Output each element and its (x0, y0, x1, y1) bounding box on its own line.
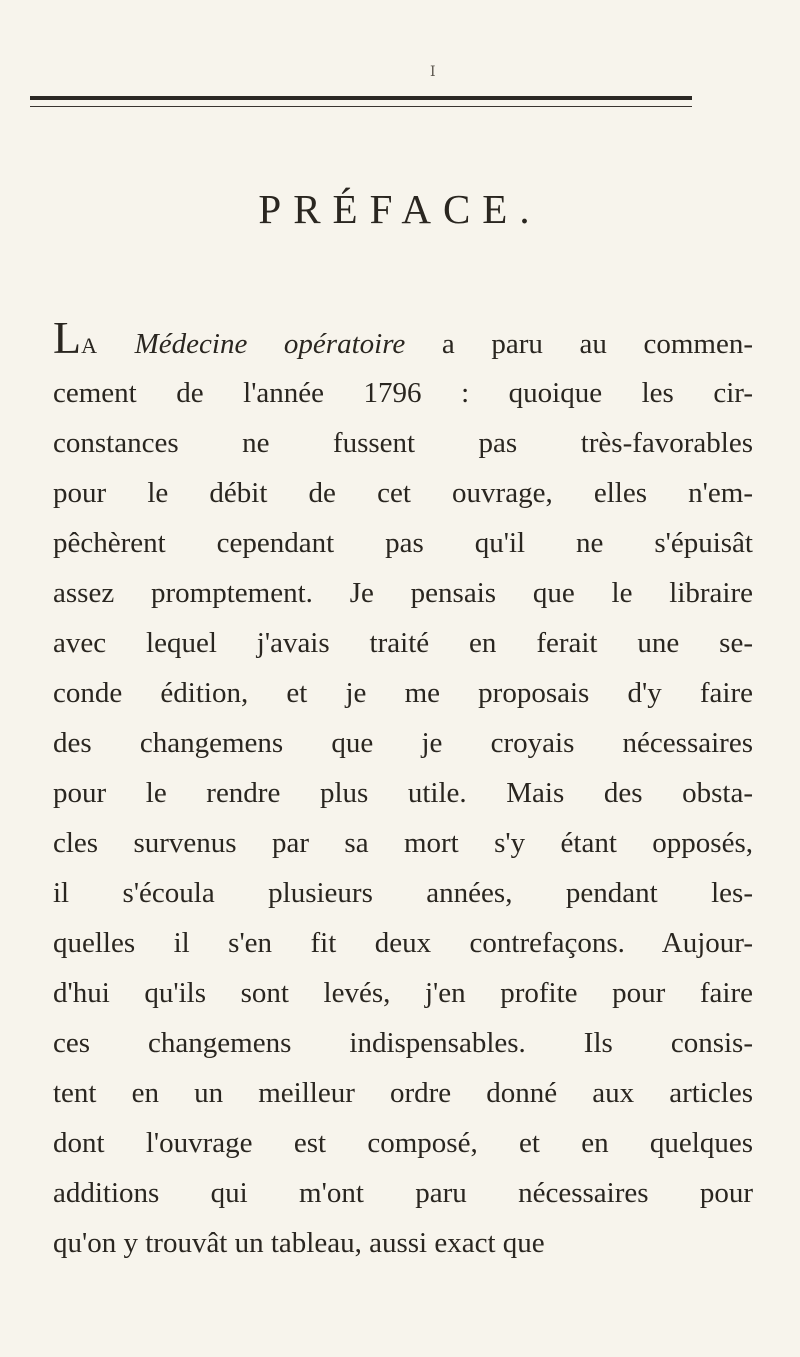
page-title: PRÉFACE. (258, 186, 542, 233)
text-line: il s'écoula plusieurs années, pendant les- (53, 877, 753, 909)
drop-cap: L (53, 312, 82, 363)
preface-text (53, 312, 753, 1268)
text-line: cles survenus par sa mort s'y étant opposés, (53, 827, 753, 859)
text-line: avec lequel j'avais traité en ferait une se- (53, 627, 753, 659)
text-line: cement de l'année 1796 : quoique les cir- (53, 377, 753, 409)
text-line: pêchèrent cependant pas qu'il ne s'épuisât (53, 527, 753, 559)
text-line: tent en un meilleur ordre donné aux articles (53, 1077, 753, 1109)
line-rest: a paru au commen- (441, 328, 753, 360)
text-line: des changemens que je croyais nécessaires (53, 727, 753, 759)
book-title-italic: Médecine opératoire (134, 328, 406, 360)
small-cap: A (81, 333, 98, 358)
header-rule-thin (30, 106, 692, 107)
text-line: qu'on y trouvât un tableau, aussi exact que (53, 1227, 545, 1259)
text-line: additions qui m'ont paru nécessaires pour (53, 1177, 753, 1209)
text-line: conde édition, et je me proposais d'y faire (53, 677, 753, 709)
text-line: pour le débit de cet ouvrage, elles n'em- (53, 477, 753, 509)
text-line: pour le rendre plus utile. Mais des obsta- (53, 777, 753, 809)
text-line: dont l'ouvrage est composé, et en quelques (53, 1127, 753, 1159)
text-line: ces changemens indispensables. Ils consis- (53, 1027, 753, 1059)
header-mark: I (430, 64, 436, 80)
text-line: quelles il s'en fit deux contrefaçons. Aujour- (53, 927, 753, 959)
text-line: d'hui qu'ils sont levés, j'en profite pour faire (53, 977, 753, 1009)
text-line: constances ne fussent pas très-favorables (53, 427, 753, 459)
text-line: assez promptement. Je pensais que le libraire (53, 577, 753, 609)
header-rule-thick (30, 96, 692, 100)
text-line-1 (53, 312, 753, 368)
